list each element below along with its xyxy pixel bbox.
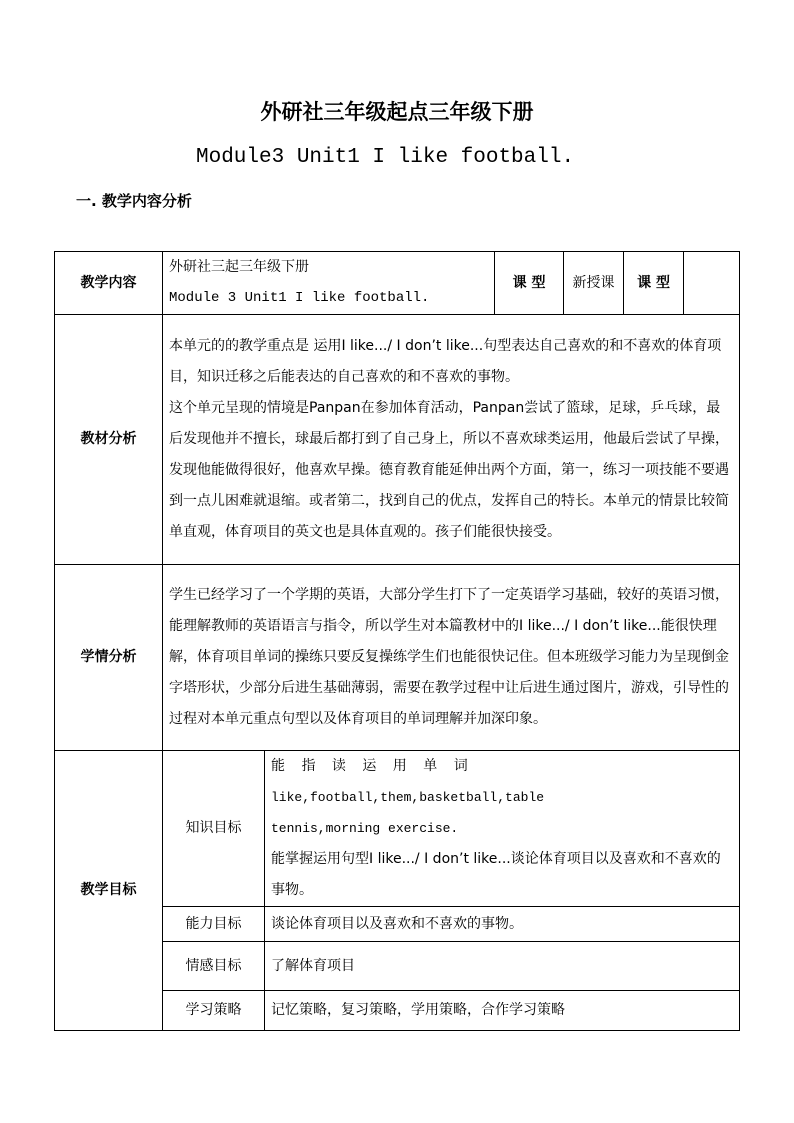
row-teaching-content [55, 252, 740, 315]
label-learner-analysis: 学情分析 [55, 565, 163, 751]
document-subtitle: Module3 Unit1 I like football. [196, 146, 575, 169]
cell-material-analysis [163, 315, 740, 565]
knowledge-goal-line3: 能掌握运用句型I like.../ I don’t like...谈论体育项目以及喜欢和不喜欢的事物。 [271, 851, 721, 898]
cell-ability-goal: 谈论体育项目以及喜欢和不喜欢的事物。 [265, 907, 740, 942]
cell-learning-strategy: 记忆策略，复习策略，学用策略，合作学习策略 [265, 991, 740, 1031]
label-lesson-type-2: 课 型 [624, 252, 684, 315]
label-learning-strategy: 学习策略 [163, 991, 265, 1031]
row-material-analysis [55, 315, 740, 565]
value-lesson-type: 新授课 [564, 252, 624, 315]
teaching-content-line1: 外研社三起三年级下册 [169, 259, 309, 275]
material-analysis-para1: 本单元的的教学重点是 运用I like.../ I don’t like...句型表达自己喜欢的和不喜欢的体育项目，知识迁移之后能表达的自己喜欢的和不喜欢的事物。 [169, 338, 722, 385]
teaching-content-line2: Module 3 Unit1 I like football. [169, 290, 430, 306]
label-emotion-goal: 情感目标 [163, 942, 265, 991]
knowledge-goal-line2: tennis,morning exercise. [271, 821, 459, 836]
document-title: 外研社三年级起点三年级下册 [260, 100, 534, 124]
row-knowledge-goal [55, 751, 740, 907]
label-knowledge-goal: 知识目标 [163, 751, 265, 907]
value-lesson-type-2 [684, 252, 740, 315]
section-heading: 一. 教学内容分析 [76, 192, 192, 210]
label-ability-goal: 能力目标 [163, 907, 265, 942]
label-material-analysis: 教材分析 [55, 315, 163, 565]
material-analysis-para2: 这个单元呈现的情境是Panpan在参加体育活动，Panpan尝试了篮球，足球，乒乓球，最后发现他并不擅长，球最后都打到了自己身上，所以不喜欢球类运用，他最后尝试了早操，发现他能做得很好，他喜欢早操。德育教育能延伸出两个方面，第一，练习一项技能不要遇到一点儿困难就退缩。或者第二，找到自己的优点，发挥自己的特长。本单元的情景比较简单直观，体育项目的英文也是具体直观的。孩子们能很快接受。 [169, 400, 729, 540]
label-teaching-goals: 教学目标 [55, 751, 163, 1031]
label-teaching-content: 教学内容 [55, 252, 163, 315]
cell-knowledge-goal [265, 751, 740, 907]
lesson-analysis-table [54, 251, 740, 1031]
cell-emotion-goal: 了解体育项目 [265, 942, 740, 991]
knowledge-goal-line1-en: like,football,them,basketball,table [271, 790, 545, 805]
learner-analysis-para: 学生已经学习了一个学期的英语，大部分学生打下了一定英语学习基础，较好的英语习惯，能理解教师的英语语言与指令，所以学生对本篇教材中的I like.../ I don’t like...能很快理解，体育项目单词的操练只要反复操练学生们也能很快记住。但本班级学习能力为呈现倒金字塔形状，少部分后进生基础薄弱，需要在教学过程中让后进生通过图片，游戏，引导性的过程对本单元重点句型以及体育项目的单词理解并加深印象。 [169, 587, 729, 727]
knowledge-goal-line1 [271, 751, 733, 813]
cell-learner-analysis [163, 565, 740, 751]
row-learner-analysis [55, 565, 740, 751]
knowledge-goal-line1-cn: 能 指 读 运 用 单 词 [271, 758, 474, 774]
label-lesson-type: 课 型 [495, 252, 564, 315]
cell-teaching-content [163, 252, 495, 315]
